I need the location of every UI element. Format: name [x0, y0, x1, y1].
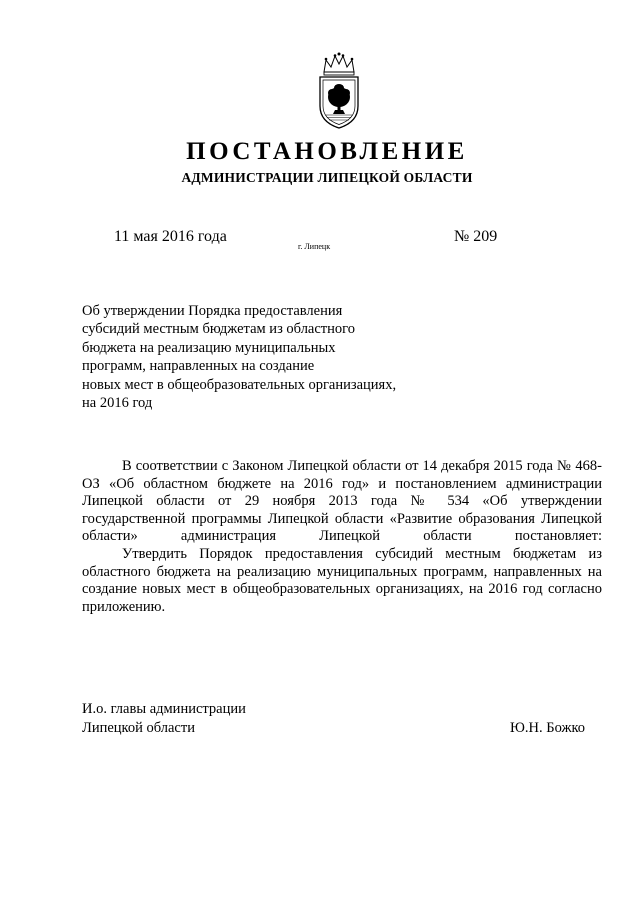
coat-of-arms-icon — [317, 52, 361, 130]
signer-position-line: И.о. главы администрации — [82, 701, 246, 717]
document-body — [82, 458, 602, 616]
subject-line: бюджета на реализацию муниципальных — [82, 339, 336, 356]
subject-line: на 2016 год — [82, 395, 153, 412]
document-number: № 209 — [454, 228, 498, 245]
subject-line: Об утверждении Порядка предоставления — [82, 303, 343, 319]
subject-line: программ, направленных на создание — [82, 358, 315, 375]
signer-position-line: Липецкой области — [82, 720, 195, 736]
document-place: г. Липецк — [298, 242, 331, 251]
document-title: ПОСТАНОВЛЕНИЕ — [186, 138, 468, 165]
signer-name: Ю.Н. Божко — [510, 720, 586, 736]
subject-line: новых мест в общеобразовательных организациях, — [82, 376, 397, 393]
document-subject — [82, 302, 442, 412]
subject-line: субсидий местным бюджетам из областного — [82, 321, 355, 338]
document-subtitle: АДМИНИСТРАЦИИ ЛИПЕЦКОЙ ОБЛАСТИ — [181, 170, 473, 185]
body-paragraph-preamble: В соответствии с Законом Липецкой области от 14 декабря 2015 года № 468-ОЗ «Об областном бюджете на 2016 год» и постановлением администрации Липецкой области от 29 ноября 2013 года № 534 «Об утверждении государственной программы Липецкой области «Развитие образования Липецкой области» администрация Липецкой области постановляет: — [82, 458, 602, 545]
document-date: 11 мая 2016 года — [114, 228, 227, 245]
body-paragraph-resolution: Утвердить Порядок предоставления субсидий местным бюджетам из областного бюджета на реализацию муниципальных программ, направленных на создание новых мест в общеобразовательных организациях, на 2016 год согласно приложению. — [82, 545, 602, 615]
signer-position — [82, 700, 246, 738]
